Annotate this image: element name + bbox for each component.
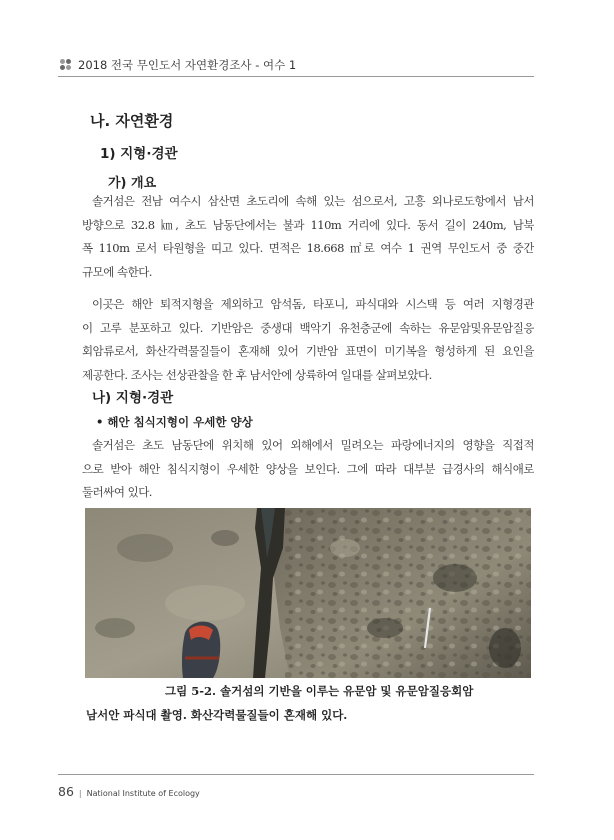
subheading-landscape: 나) 지형·경관 — [92, 390, 174, 406]
page-footer — [58, 781, 200, 800]
running-header — [58, 55, 534, 75]
paragraph-erosion — [82, 434, 534, 505]
header-dots-icon — [60, 59, 72, 71]
page-number: 86 — [58, 784, 74, 799]
paragraph-line: 규모에 속한다. — [82, 264, 152, 279]
header-rule — [58, 76, 534, 77]
paragraph-line: 으로 받아 해안 침식지형이 우세한 양상을 보인다. 그에 따라 대부분 급경사의 해식애로 — [82, 461, 534, 476]
paragraph-line: 둘러싸여 있다. — [82, 485, 152, 499]
paragraph-line: 제공한다. 조사는 선상관찰을 한 후 남서안에 상륙하여 일대를 살펴보았다. — [82, 367, 432, 382]
footer-separator: | — [78, 789, 82, 798]
figure-caption-note: 남서안 파식대 촬영. 화산각력물질들이 혼재해 있다. — [86, 708, 348, 722]
paragraph-line: 폭 110m 로서 타원형을 띠고 있다. 면적은 18.668 ㎡로 여수 1 권역 무인도서 중 중간 — [82, 241, 534, 255]
figure-caption: 그림 5-2. 솔거섬의 기반을 이루는 유문암 및 유문암질응회암 — [165, 684, 474, 698]
paragraph-overview — [82, 190, 534, 284]
paragraph-line: 이 고루 분포하고 있다. 기반암은 중생대 백악기 유천층군에 속하는 유문암및유문암질응 — [82, 320, 534, 335]
footer-rule — [58, 774, 534, 775]
paragraph-line: 이곳은 해안 퇴적지형을 제외하고 암석돔, 타포니, 파식대와 시스택 등 여러 지형경관 — [92, 297, 534, 311]
paragraph-line: 솔거섬은 전남 여수시 삼산면 초도리에 속해 있는 섬으로서, 고흥 외나로도항에서 남서 — [92, 194, 534, 208]
running-header-title: 2018 전국 무인도서 자연환경조사 - 여수 1 — [78, 58, 297, 72]
boot-figure — [182, 622, 220, 678]
rock-photo-illustration — [85, 508, 531, 678]
subsection-title: 1) 지형·경관 — [100, 146, 178, 162]
subheading-overview: 가) 개요 — [108, 176, 157, 191]
paragraph-line: 방향으로 32.8 ㎞, 초도 남동단에서는 불과 110m 거리에 있다. 동서 길이 240m, 남북 — [82, 217, 534, 232]
paragraph-line: 솔거섬은 초도 남동단에 위치해 있어 외해에서 밀려오는 파랑에너지의 영향을 직접적 — [92, 438, 534, 452]
section-title: 나. 자연환경 — [90, 112, 174, 130]
bullet-heading: • 해안 침식지형이 우세한 양상 — [96, 415, 253, 429]
rock-platform-photo — [85, 508, 531, 678]
paragraph-line: 회암류로서, 화산각력물질들이 혼재해 있어 기반암 표면이 미기복을 형성하게 된 요인을 — [82, 344, 534, 358]
footer-organization: National Institute of Ecology — [86, 789, 200, 798]
paragraph-landforms — [82, 293, 534, 387]
